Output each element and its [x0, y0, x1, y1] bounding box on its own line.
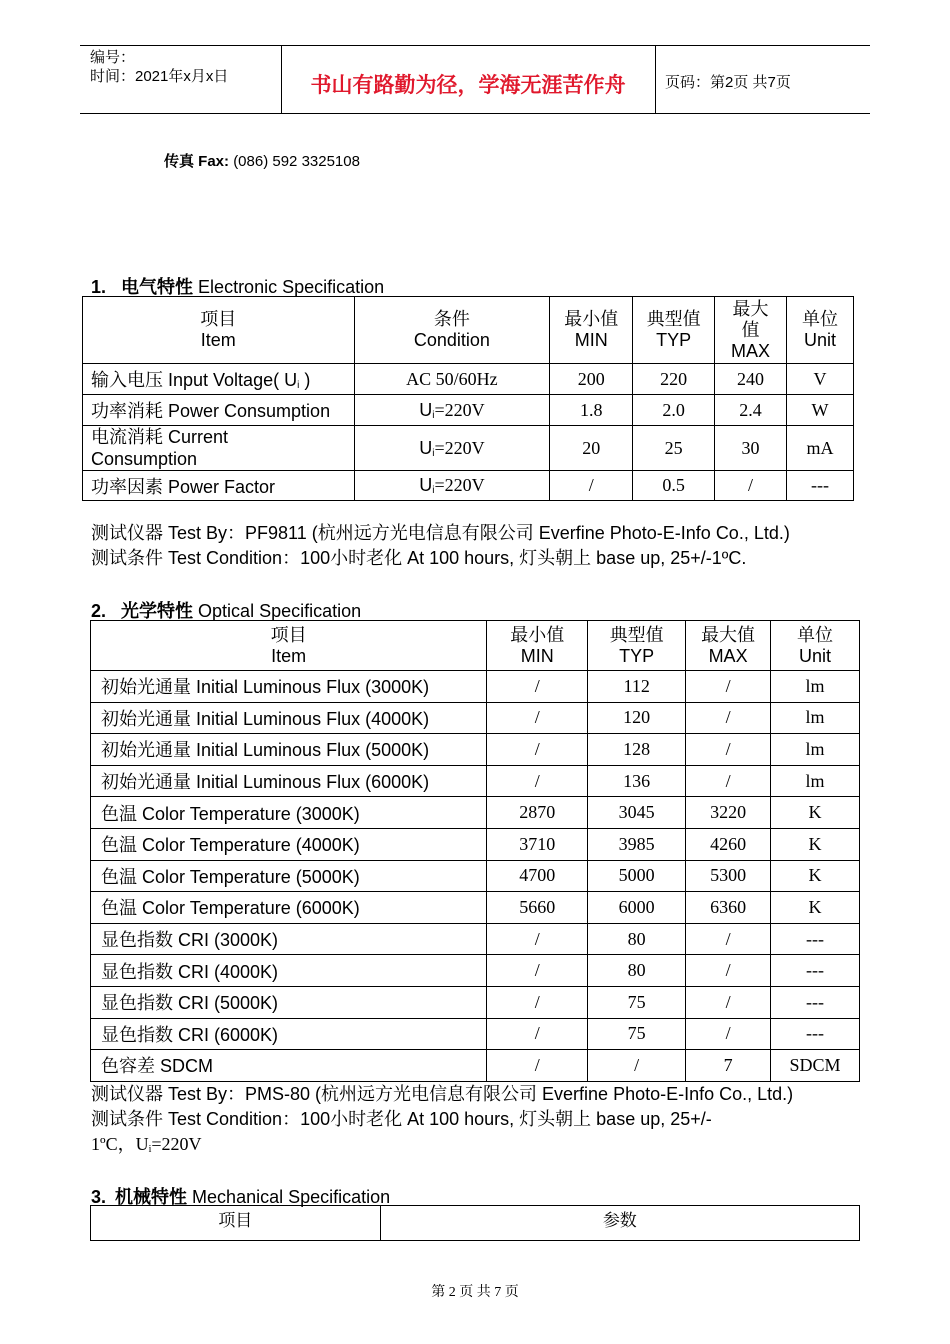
header-bottom-rule	[80, 113, 870, 114]
typ-cell: 3985	[588, 828, 686, 860]
unit-cell: mA	[787, 426, 854, 471]
typ-cell: 6000	[588, 892, 686, 924]
item-cell: 初始光通量 Initial Luminous Flux (4000K)	[91, 702, 487, 734]
section-title-cn: 光学特性	[121, 601, 194, 621]
typ-cell: 80	[588, 955, 686, 987]
min-cell: 5660	[487, 892, 588, 924]
table-row	[91, 797, 860, 829]
max-cell: 3220	[686, 797, 771, 829]
typ-cell: 120	[588, 702, 686, 734]
header-motto: 书山有路勤为径，学海无涯苦作舟	[310, 74, 626, 97]
typ-cell: 220	[633, 364, 715, 395]
condition-cell: $U_i=220V$	[354, 471, 550, 501]
electrical-spec-table	[82, 296, 854, 501]
max-cell: /	[686, 986, 771, 1018]
max-cell: 2.4	[715, 395, 787, 426]
min-cell: /	[487, 923, 588, 955]
unit-cell: K	[771, 797, 860, 829]
table-row	[91, 702, 860, 734]
typ-cell: 3045	[588, 797, 686, 829]
unit-cell: W	[787, 395, 854, 426]
typ-cell: 128	[588, 734, 686, 766]
header-cell: 条件 Condition	[354, 297, 550, 364]
condition-cell: $U_i=220V$	[354, 426, 550, 471]
section-title-cn: 机械特性	[115, 1187, 188, 1207]
header-meta	[90, 48, 228, 86]
item-cell: 色温 Color Temperature (5000K)	[91, 860, 487, 892]
typ-cell: 75	[588, 1018, 686, 1050]
table-row	[91, 734, 860, 766]
section-title-cn: 电气特性	[121, 277, 194, 297]
section-title-en: Electronic Specification	[198, 277, 385, 297]
min-cell: 1.8	[550, 395, 633, 426]
header-cell: 典型值 TYP	[588, 621, 686, 671]
typ-cell: 80	[588, 923, 686, 955]
unit-cell: K	[771, 892, 860, 924]
min-cell: /	[550, 471, 633, 501]
test-condition-note-cont: 1ºC，$U_i=220V$	[91, 1134, 202, 1155]
typ-cell: 112	[588, 671, 686, 703]
table-row	[91, 923, 860, 955]
table-row	[83, 395, 854, 426]
min-cell: 3710	[487, 828, 588, 860]
header-cell: 典型值 TYP	[633, 297, 715, 364]
max-cell: /	[686, 734, 771, 766]
item-cell: 色温 Color Temperature (6000K)	[91, 892, 487, 924]
table-row	[91, 1018, 860, 1050]
item-cell: 初始光通量 Initial Luminous Flux (3000K)	[91, 671, 487, 703]
max-cell: /	[686, 765, 771, 797]
section-number: 2.	[91, 601, 107, 621]
table-row	[91, 828, 860, 860]
max-cell: /	[686, 671, 771, 703]
unit-cell: lm	[771, 765, 860, 797]
section2-notes	[91, 1082, 793, 1162]
test-condition-note: 测试条件 Test Condition：100小时老化 At 100 hours, 灯头朝上 base up, 25+/-1ºC.	[91, 548, 747, 568]
unit-cell: lm	[771, 734, 860, 766]
typ-cell: 25	[633, 426, 715, 471]
typ-cell: 5000	[588, 860, 686, 892]
condition-cell: $U_i=220V$	[354, 395, 550, 426]
section-number: 1.	[91, 277, 107, 297]
unit-cell: V	[787, 364, 854, 395]
typ-cell: /	[588, 1050, 686, 1082]
min-cell: /	[487, 702, 588, 734]
min-cell: /	[487, 734, 588, 766]
table-row	[83, 426, 854, 471]
header-cell: 参数	[380, 1206, 859, 1241]
table-row	[91, 892, 860, 924]
max-cell: 4260	[686, 828, 771, 860]
optical-table-body	[91, 671, 860, 1082]
item-cell: 显色指数 CRI (6000K)	[91, 1018, 487, 1050]
item-cell: 初始光通量 Initial Luminous Flux (5000K)	[91, 734, 487, 766]
header-cell: 最大值 MAX	[686, 621, 771, 671]
table-row	[83, 471, 854, 501]
item-cell: 色温 Color Temperature (4000K)	[91, 828, 487, 860]
time-label: 时间：2021年x月x日	[90, 68, 229, 85]
unit-cell: ---	[771, 955, 860, 987]
max-cell: /	[715, 471, 787, 501]
max-cell: 7	[686, 1050, 771, 1082]
min-cell: 2870	[487, 797, 588, 829]
section-title-en: Mechanical Specification	[192, 1187, 391, 1207]
table-header-row	[91, 1206, 860, 1241]
item-cell: 显色指数 CRI (5000K)	[91, 986, 487, 1018]
condition-cell: AC 50/60Hz	[354, 364, 550, 395]
header-cell: 最大 值 MAX	[715, 297, 787, 364]
unit-cell: K	[771, 860, 860, 892]
test-by-note: 测试仪器 Test By：PMS-80 (杭州远方光电信息有限公司 Everfine Photo-E-Info Co., Ltd.)	[91, 1084, 794, 1104]
section-number: 3.	[91, 1187, 107, 1207]
fax-line	[164, 150, 360, 171]
unit-cell: ---	[771, 986, 860, 1018]
table-row	[91, 671, 860, 703]
unit-cell: ---	[771, 1018, 860, 1050]
item-cell: 显色指数 CRI (3000K)	[91, 923, 487, 955]
page-footer: 第 2 页 共 7 页	[431, 1285, 519, 1300]
header-page-label: 页码：第2页 共7页	[665, 74, 791, 91]
unit-cell: ---	[787, 471, 854, 501]
typ-cell: 0.5	[633, 471, 715, 501]
min-cell: /	[487, 765, 588, 797]
item-cell: 色容差 SDCM	[91, 1050, 487, 1082]
min-cell: /	[487, 986, 588, 1018]
max-cell: 6360	[686, 892, 771, 924]
unit-cell: lm	[771, 702, 860, 734]
min-cell: 20	[550, 426, 633, 471]
unit-cell: K	[771, 828, 860, 860]
header-cell: 单位 Unit	[771, 621, 860, 671]
min-cell: 4700	[487, 860, 588, 892]
unit-cell: ---	[771, 923, 860, 955]
item-cell: 显色指数 CRI (4000K)	[91, 955, 487, 987]
header-top-rule	[80, 45, 870, 46]
fax-value: (086) 592 3325108	[233, 153, 360, 170]
max-cell: /	[686, 955, 771, 987]
table-header-row	[91, 621, 860, 671]
table-row	[83, 364, 854, 395]
header-cell: 项目	[91, 1206, 381, 1241]
table-row	[91, 860, 860, 892]
header-cell: 项目 Item	[91, 621, 487, 671]
section1-notes	[91, 521, 790, 571]
header-cell: 最小值 MIN	[487, 621, 588, 671]
min-cell: /	[487, 1050, 588, 1082]
item-cell: 电流消耗 Current Consumption	[83, 426, 355, 471]
max-cell: 5300	[686, 860, 771, 892]
code-label: 编号：	[90, 49, 136, 66]
table-header-row	[83, 297, 854, 364]
table-row	[91, 765, 860, 797]
max-cell: 30	[715, 426, 787, 471]
max-cell: 240	[715, 364, 787, 395]
max-cell: /	[686, 702, 771, 734]
mechanical-spec-table	[90, 1205, 860, 1241]
item-cell: 功率因素 Power Factor	[83, 471, 355, 501]
test-condition-note: 测试条件 Test Condition：100小时老化 At 100 hours, 灯头朝上 base up, 25+/-	[91, 1109, 712, 1129]
item-cell: 输入电压 Input Voltage( $U_i$ )	[83, 364, 355, 395]
table-row	[91, 955, 860, 987]
item-cell: 初始光通量 Initial Luminous Flux (6000K)	[91, 765, 487, 797]
item-cell: 功率消耗 Power Consumption	[83, 395, 355, 426]
unit-cell: lm	[771, 671, 860, 703]
section-title-en: Optical Specification	[198, 601, 362, 621]
test-by-note: 测试仪器 Test By：PF9811 (杭州远方光电信息有限公司 Everfine Photo-E-Info Co., Ltd.)	[91, 523, 790, 543]
min-cell: /	[487, 955, 588, 987]
header-cell: 项目 Item	[83, 297, 355, 364]
max-cell: /	[686, 923, 771, 955]
min-cell: /	[487, 1018, 588, 1050]
item-cell: 色温 Color Temperature (3000K)	[91, 797, 487, 829]
min-cell: /	[487, 671, 588, 703]
typ-cell: 75	[588, 986, 686, 1018]
table-row	[91, 1050, 860, 1082]
fax-label: 传真 Fax:	[164, 153, 230, 170]
header-divider	[655, 45, 656, 113]
table-row	[91, 986, 860, 1018]
optical-spec-table	[90, 620, 860, 1082]
header-cell: 单位 Unit	[787, 297, 854, 364]
typ-cell: 136	[588, 765, 686, 797]
unit-cell: SDCM	[771, 1050, 860, 1082]
min-cell: 200	[550, 364, 633, 395]
typ-cell: 2.0	[633, 395, 715, 426]
header-cell: 最小值 MIN	[550, 297, 633, 364]
max-cell: /	[686, 1018, 771, 1050]
